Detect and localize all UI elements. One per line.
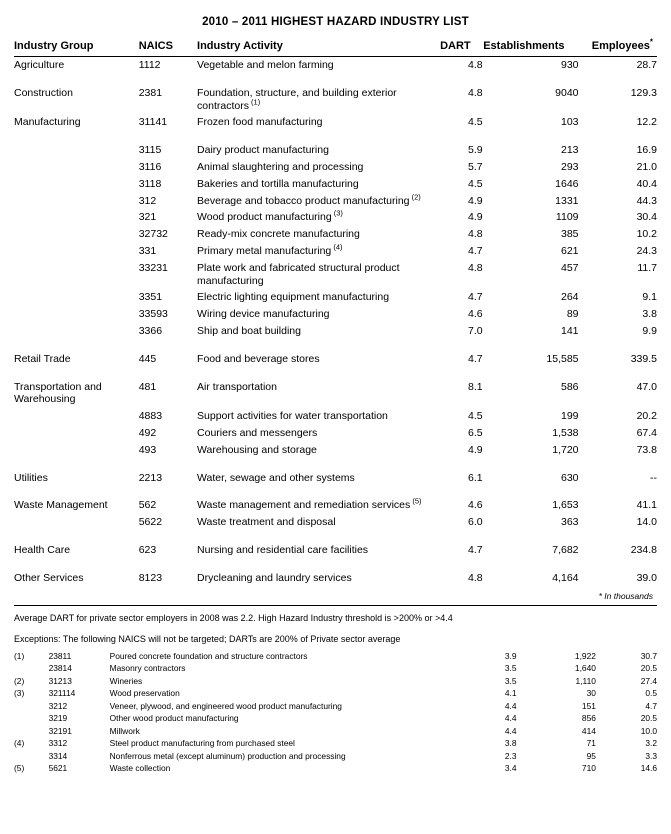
activity-label: Warehousing and storage [197, 443, 317, 456]
cell-naics: 8123 [138, 571, 163, 584]
column-header-dart: DART [426, 40, 482, 57]
table-row [14, 142, 657, 159]
cell-industry-activity [197, 57, 426, 74]
cell-establishments: 264 [560, 291, 579, 304]
cell-industry-group [14, 226, 139, 243]
cell-naics: 33593 [138, 308, 168, 321]
exception-row [14, 737, 657, 750]
footnote-marker: (2) [409, 192, 421, 202]
cell-exception-marker [14, 700, 49, 713]
cell-industry-group: Waste Management [14, 499, 108, 512]
activity-label: Animal slaughtering and processing [197, 160, 364, 173]
activity-label: Drycleaning and laundry services [197, 571, 352, 584]
cell-exception-marker [14, 662, 49, 675]
cell-dart: 4.7 [468, 291, 483, 304]
row-spacer [14, 131, 657, 142]
activity-label: Vegetable and melon farming [197, 59, 334, 71]
cell-naics: 492 [138, 426, 157, 439]
cell-exception-employees: 0.5 [645, 688, 657, 699]
cell-establishments: 103 [560, 116, 579, 129]
footnote-marker: (3) [331, 208, 343, 218]
cell-exception-naics: 32191 [48, 725, 72, 736]
table-body [14, 57, 657, 587]
column-header-establishments: Establishments [483, 40, 579, 57]
cell-dart: 4.7 [468, 352, 483, 365]
cell-dart: 4.5 [468, 177, 483, 190]
table-row [14, 351, 657, 368]
table-row [14, 379, 657, 409]
cell-industry-group: Transportation and Warehousing [14, 380, 102, 406]
cell-employees: 11.7 [637, 261, 657, 274]
cell-exception-description: Wood preservation [109, 688, 180, 699]
cell-exception-establishments: 856 [581, 713, 596, 724]
activity-label: Waste management and remediation services [197, 499, 411, 512]
employees-footnote-marker: * [649, 37, 653, 47]
cell-industry-group [14, 142, 139, 159]
table-row [14, 289, 657, 306]
exception-row [14, 687, 657, 700]
cell-exception-naics: 3314 [48, 750, 68, 761]
cell-establishments: 363 [560, 516, 579, 529]
cell-industry-group [14, 425, 139, 442]
cell-exception-marker [14, 712, 49, 725]
row-spacer [14, 74, 657, 85]
cell-exception-dart: 3.5 [504, 675, 517, 686]
cell-dart: 4.7 [468, 543, 483, 556]
cell-naics: 5622 [138, 516, 163, 529]
cell-exception-establishments: 1,640 [574, 663, 596, 674]
cell-industry-group [14, 408, 139, 425]
cell-dart: 5.9 [468, 144, 483, 157]
cell-industry-group [14, 193, 139, 210]
cell-dart: 4.5 [468, 116, 483, 129]
cell-industry-activity [197, 260, 426, 290]
cell-exception-marker: (5) [14, 763, 25, 774]
footnote-marker: (5) [410, 496, 422, 506]
cell-exception-marker: (4) [14, 738, 25, 749]
cell-establishments: 1646 [555, 177, 579, 190]
cell-naics: 3366 [138, 324, 163, 337]
cell-exception-dart: 3.8 [504, 738, 517, 749]
table-row [14, 542, 657, 559]
exception-row [14, 725, 657, 738]
table-header [14, 37, 657, 57]
cell-employees: 129.3 [630, 86, 657, 99]
table-row [14, 570, 657, 587]
table-header-row [14, 40, 657, 57]
row-spacer [14, 340, 657, 351]
cell-industry-group [14, 323, 139, 340]
cell-exception-description: Waste collection [109, 763, 171, 774]
cell-establishments: 89 [566, 308, 579, 321]
cell-exception-dart: 4.4 [504, 700, 517, 711]
cell-dart: 4.6 [468, 499, 483, 512]
cell-industry-activity [197, 351, 426, 368]
cell-dart: 4.8 [468, 261, 483, 274]
cell-establishments: 1,653 [552, 499, 579, 512]
cell-industry-group [14, 306, 139, 323]
cell-industry-group [14, 159, 139, 176]
cell-establishments: 9040 [555, 86, 579, 99]
cell-industry-group: Manufacturing [14, 116, 81, 129]
cell-exception-marker: (1) [14, 650, 25, 661]
cell-industry-group: Retail Trade [14, 352, 71, 365]
activity-label: Beverage and tobacco product manufacturing [197, 194, 410, 207]
exception-row [14, 675, 657, 688]
cell-naics: 32732 [138, 228, 168, 241]
cell-dart: 5.7 [468, 160, 483, 173]
cell-establishments: 630 [560, 471, 579, 484]
cell-employees: 9.1 [642, 291, 657, 304]
cell-exception-establishments: 71 [586, 738, 596, 749]
cell-exception-naics: 3312 [48, 738, 68, 749]
cell-naics: 2213 [138, 471, 163, 484]
cell-naics: 4883 [138, 410, 163, 423]
cell-industry-group: Agriculture [14, 59, 65, 71]
cell-industry-group [14, 209, 139, 226]
column-header-industry-group: Industry Group [14, 40, 139, 57]
cell-naics: 562 [138, 499, 157, 512]
cell-naics: 3351 [138, 291, 163, 304]
cell-naics: 33231 [138, 261, 168, 274]
cell-industry-activity [197, 470, 426, 487]
cell-exception-dart: 4.4 [504, 713, 517, 724]
table-row [14, 85, 657, 115]
cell-industry-activity [197, 306, 426, 323]
cell-industry-activity [197, 289, 426, 306]
table-row [14, 226, 657, 243]
table-row [14, 193, 657, 210]
cell-employees: -- [650, 471, 657, 484]
cell-exception-dart: 3.4 [504, 763, 517, 774]
cell-employees: 39.0 [636, 571, 657, 584]
activity-label: Dairy product manufacturing [197, 144, 329, 157]
cell-establishments: 293 [560, 160, 579, 173]
cell-exception-naics: 5621 [48, 763, 68, 774]
cell-dart: 6.0 [468, 516, 483, 529]
exception-row [14, 750, 657, 763]
cell-industry-activity [197, 408, 426, 425]
cell-exception-establishments: 1,110 [575, 675, 596, 686]
cell-industry-activity [197, 497, 426, 514]
activity-label: Ready-mix concrete manufacturing [197, 228, 360, 241]
cell-naics: 321 [138, 211, 157, 224]
cell-industry-activity [197, 542, 426, 559]
page-title: 2010 – 2011 HIGHEST HAZARD INDUSTRY LIST [202, 16, 469, 28]
cell-exception-dart: 2.3 [504, 750, 517, 761]
activity-label: Nursing and residential care facilities [197, 543, 369, 556]
cell-establishments: 1331 [555, 194, 579, 207]
cell-industry-group: Construction [14, 86, 73, 99]
cell-exception-marker: (3) [14, 688, 25, 699]
exceptions-intro-note: Exceptions: The following NAICS will not be targeted; DARTs are 200% of Private sector average [14, 633, 401, 644]
exception-row [14, 712, 657, 725]
cell-dart: 4.8 [468, 228, 483, 241]
cell-industry-activity [197, 514, 426, 531]
table-row [14, 514, 657, 531]
cell-exception-employees: 3.2 [645, 738, 657, 749]
cell-industry-group: Utilities [14, 471, 48, 484]
cell-exception-employees: 27.4 [640, 675, 657, 686]
cell-industry-activity [197, 114, 426, 131]
cell-industry-activity [197, 243, 426, 260]
cell-dart: 4.9 [468, 443, 483, 456]
cell-establishments: 586 [560, 380, 579, 393]
cell-employees: 10.2 [636, 228, 657, 241]
cell-naics: 493 [138, 443, 157, 456]
cell-employees: 67.4 [636, 426, 657, 439]
cell-naics: 31141 [138, 116, 168, 129]
cell-establishments: 141 [560, 324, 579, 337]
cell-dart: 4.7 [468, 244, 483, 257]
cell-employees: 44.3 [636, 194, 657, 207]
cell-industry-group: Other Services [14, 571, 84, 584]
cell-naics: 3116 [138, 160, 162, 173]
cell-employees: 73.8 [636, 443, 657, 456]
activity-label: Couriers and messengers [197, 426, 318, 439]
footnote-marker: (4) [331, 242, 343, 252]
cell-dart: 6.1 [468, 471, 483, 484]
cell-dart: 4.8 [468, 59, 483, 71]
cell-establishments: 213 [560, 144, 579, 157]
cell-employees: 339.5 [630, 352, 657, 365]
row-spacer [14, 459, 657, 470]
units-note: * In thousands [598, 590, 653, 601]
cell-employees: 12.2 [636, 116, 657, 129]
cell-exception-employees: 3.3 [645, 750, 657, 761]
cell-industry-activity [197, 323, 426, 340]
cell-employees: 47.0 [636, 380, 657, 393]
cell-exception-dart: 4.1 [504, 688, 517, 699]
cell-employees: 40.4 [636, 177, 657, 190]
cell-industry-group [14, 514, 139, 531]
cell-exception-naics: 23811 [48, 650, 72, 661]
cell-industry-group [14, 289, 139, 306]
cell-employees: 24.3 [636, 244, 657, 257]
table-row [14, 209, 657, 226]
cell-exception-establishments: 151 [581, 700, 596, 711]
cell-employees: 14.0 [636, 516, 657, 529]
cell-employees: 28.7 [636, 59, 657, 71]
cell-exception-dart: 4.4 [504, 725, 517, 736]
cell-exception-marker: (2) [14, 675, 25, 686]
cell-establishments: 385 [560, 228, 579, 241]
cell-industry-activity [197, 85, 426, 115]
cell-industry-group [14, 442, 139, 459]
cell-establishments: 199 [560, 410, 579, 423]
cell-exception-description: Steel product manufacturing from purchased steel [109, 738, 295, 749]
cell-industry-group [14, 176, 139, 193]
cell-exception-description: Nonferrous metal (except aluminum) production and processing [109, 750, 346, 761]
cell-establishments: 1,538 [552, 426, 579, 439]
cell-dart: 7.0 [468, 324, 483, 337]
cell-employees: 41.1 [636, 499, 657, 512]
column-header-employees [579, 37, 657, 57]
cell-naics: 481 [138, 380, 157, 393]
cell-exception-establishments: 95 [586, 750, 596, 761]
cell-industry-group [14, 260, 139, 290]
cell-exception-marker [14, 750, 49, 763]
row-spacer [14, 559, 657, 570]
cell-industry-activity [197, 442, 426, 459]
cell-naics: 331 [138, 244, 157, 257]
cell-dart: 4.5 [468, 410, 483, 423]
cell-exception-employees: 10.0 [640, 725, 657, 736]
cell-employees: 30.4 [636, 211, 657, 224]
cell-exception-description: Wineries [109, 675, 143, 686]
cell-industry-activity [197, 193, 426, 210]
cell-industry-activity [197, 226, 426, 243]
cell-exception-naics: 23814 [48, 663, 72, 674]
cell-naics: 312 [138, 194, 157, 207]
table-row [14, 497, 657, 514]
cell-employees: 234.8 [630, 543, 657, 556]
cell-employees: 16.9 [636, 144, 657, 157]
cell-exception-description: Poured concrete foundation and structure contractors [109, 650, 308, 661]
cell-naics: 445 [138, 352, 157, 365]
cell-exception-employees: 20.5 [640, 663, 657, 674]
cell-exception-employees: 30.7 [640, 650, 657, 661]
activity-label: Support activities for water transportation [197, 410, 388, 423]
cell-dart: 4.6 [468, 308, 483, 321]
footnote-marker: (1) [248, 97, 261, 107]
cell-industry-activity [197, 425, 426, 442]
cell-exception-establishments: 30 [586, 688, 596, 699]
cell-exception-employees: 4.7 [645, 700, 657, 711]
cell-establishments: 1109 [555, 211, 579, 224]
cell-naics: 623 [138, 543, 157, 556]
table-row [14, 425, 657, 442]
activity-label: Frozen food manufacturing [197, 116, 323, 129]
cell-exception-dart: 3.9 [504, 650, 517, 661]
cell-industry-activity [197, 570, 426, 587]
row-spacer [14, 531, 657, 542]
cell-industry-group: Health Care [14, 543, 71, 556]
activity-label: Primary metal manufacturing [197, 244, 332, 257]
cell-dart: 4.8 [468, 86, 483, 99]
exception-row [14, 700, 657, 713]
hazard-industry-table [14, 37, 657, 587]
cell-employees: 20.2 [636, 410, 657, 423]
activity-label: Waste treatment and disposal [197, 516, 336, 529]
cell-establishments: 1,720 [552, 443, 579, 456]
cell-industry-activity [197, 379, 426, 409]
table-row [14, 57, 657, 74]
row-spacer [14, 486, 657, 497]
cell-naics: 2381 [138, 86, 163, 99]
cell-exception-naics: 31213 [48, 675, 72, 686]
activity-label: Wood product manufacturing [197, 211, 332, 224]
cell-exception-employees: 14.6 [640, 763, 657, 774]
cell-exception-employees: 20.5 [640, 713, 657, 724]
table-row [14, 442, 657, 459]
cell-exception-dart: 3.5 [504, 663, 517, 674]
cell-industry-activity [197, 209, 426, 226]
column-header-employees-label: Employees [591, 40, 650, 52]
cell-establishments: 621 [560, 244, 579, 257]
cell-employees: 3.8 [642, 308, 657, 321]
table-row [14, 176, 657, 193]
table-row [14, 243, 657, 260]
cell-establishments: 457 [560, 261, 579, 274]
activity-label: Bakeries and tortilla manufacturing [197, 177, 359, 190]
cell-industry-activity [197, 142, 426, 159]
cell-exception-naics: 321114 [48, 688, 76, 699]
table-row [14, 260, 657, 290]
activity-label: Water, sewage and other systems [197, 471, 355, 484]
cell-exception-establishments: 710 [581, 763, 596, 774]
exceptions-table-body [14, 650, 657, 775]
table-row [14, 470, 657, 487]
cell-naics: 1112 [138, 59, 161, 71]
cell-establishments: 4,164 [552, 571, 579, 584]
cell-naics: 3118 [138, 177, 162, 190]
cell-establishments: 15,585 [546, 352, 579, 365]
cell-dart: 4.9 [468, 194, 483, 207]
cell-exception-description: Masonry contractors [109, 663, 186, 674]
activity-label: Foundation, structure, and building exterior contractors [197, 86, 397, 112]
activity-label: Food and beverage stores [197, 352, 320, 365]
cell-employees: 21.0 [636, 160, 657, 173]
cell-employees: 9.9 [642, 324, 657, 337]
cell-industry-activity [197, 159, 426, 176]
activity-label: Air transportation [197, 380, 277, 393]
activity-label: Plate work and fabricated structural product manufacturing [197, 261, 400, 287]
cell-establishments: 930 [560, 59, 579, 71]
cell-industry-group [14, 243, 139, 260]
cell-exception-establishments: 1,922 [574, 650, 596, 661]
divider-rule [14, 605, 657, 606]
cell-exception-description: Other wood product manufacturing [109, 713, 239, 724]
cell-exception-description: Millwork [109, 725, 140, 736]
cell-dart: 6.5 [468, 426, 483, 439]
table-row [14, 323, 657, 340]
cell-naics: 3115 [138, 144, 162, 157]
cell-exception-naics: 3212 [48, 700, 68, 711]
cell-exception-description: Veneer, plywood, and engineered wood product manufacturing [109, 700, 342, 711]
cell-industry-activity [197, 176, 426, 193]
table-row [14, 306, 657, 323]
row-spacer [14, 368, 657, 379]
column-header-naics: NAICS [139, 40, 197, 57]
exceptions-table [14, 650, 657, 775]
column-header-industry-activity: Industry Activity [197, 40, 426, 57]
exception-row [14, 650, 657, 663]
table-row [14, 159, 657, 176]
table-row [14, 114, 657, 131]
cell-exception-naics: 3219 [48, 713, 68, 724]
table-row [14, 408, 657, 425]
cell-dart: 4.8 [468, 571, 483, 584]
average-dart-note: Average DART for private sector employers in 2008 was 2.2. High Hazard Industry threshold is >200% or >4.4 [14, 612, 453, 623]
exception-row [14, 762, 657, 775]
exception-row [14, 662, 657, 675]
cell-establishments: 7,682 [552, 543, 579, 556]
cell-exception-marker [14, 725, 49, 738]
activity-label: Electric lighting equipment manufacturing [197, 291, 390, 304]
cell-exception-establishments: 414 [581, 725, 596, 736]
activity-label: Ship and boat building [197, 324, 301, 337]
cell-dart: 4.9 [468, 211, 483, 224]
activity-label: Wiring device manufacturing [197, 308, 330, 321]
cell-dart: 8.1 [468, 380, 483, 393]
